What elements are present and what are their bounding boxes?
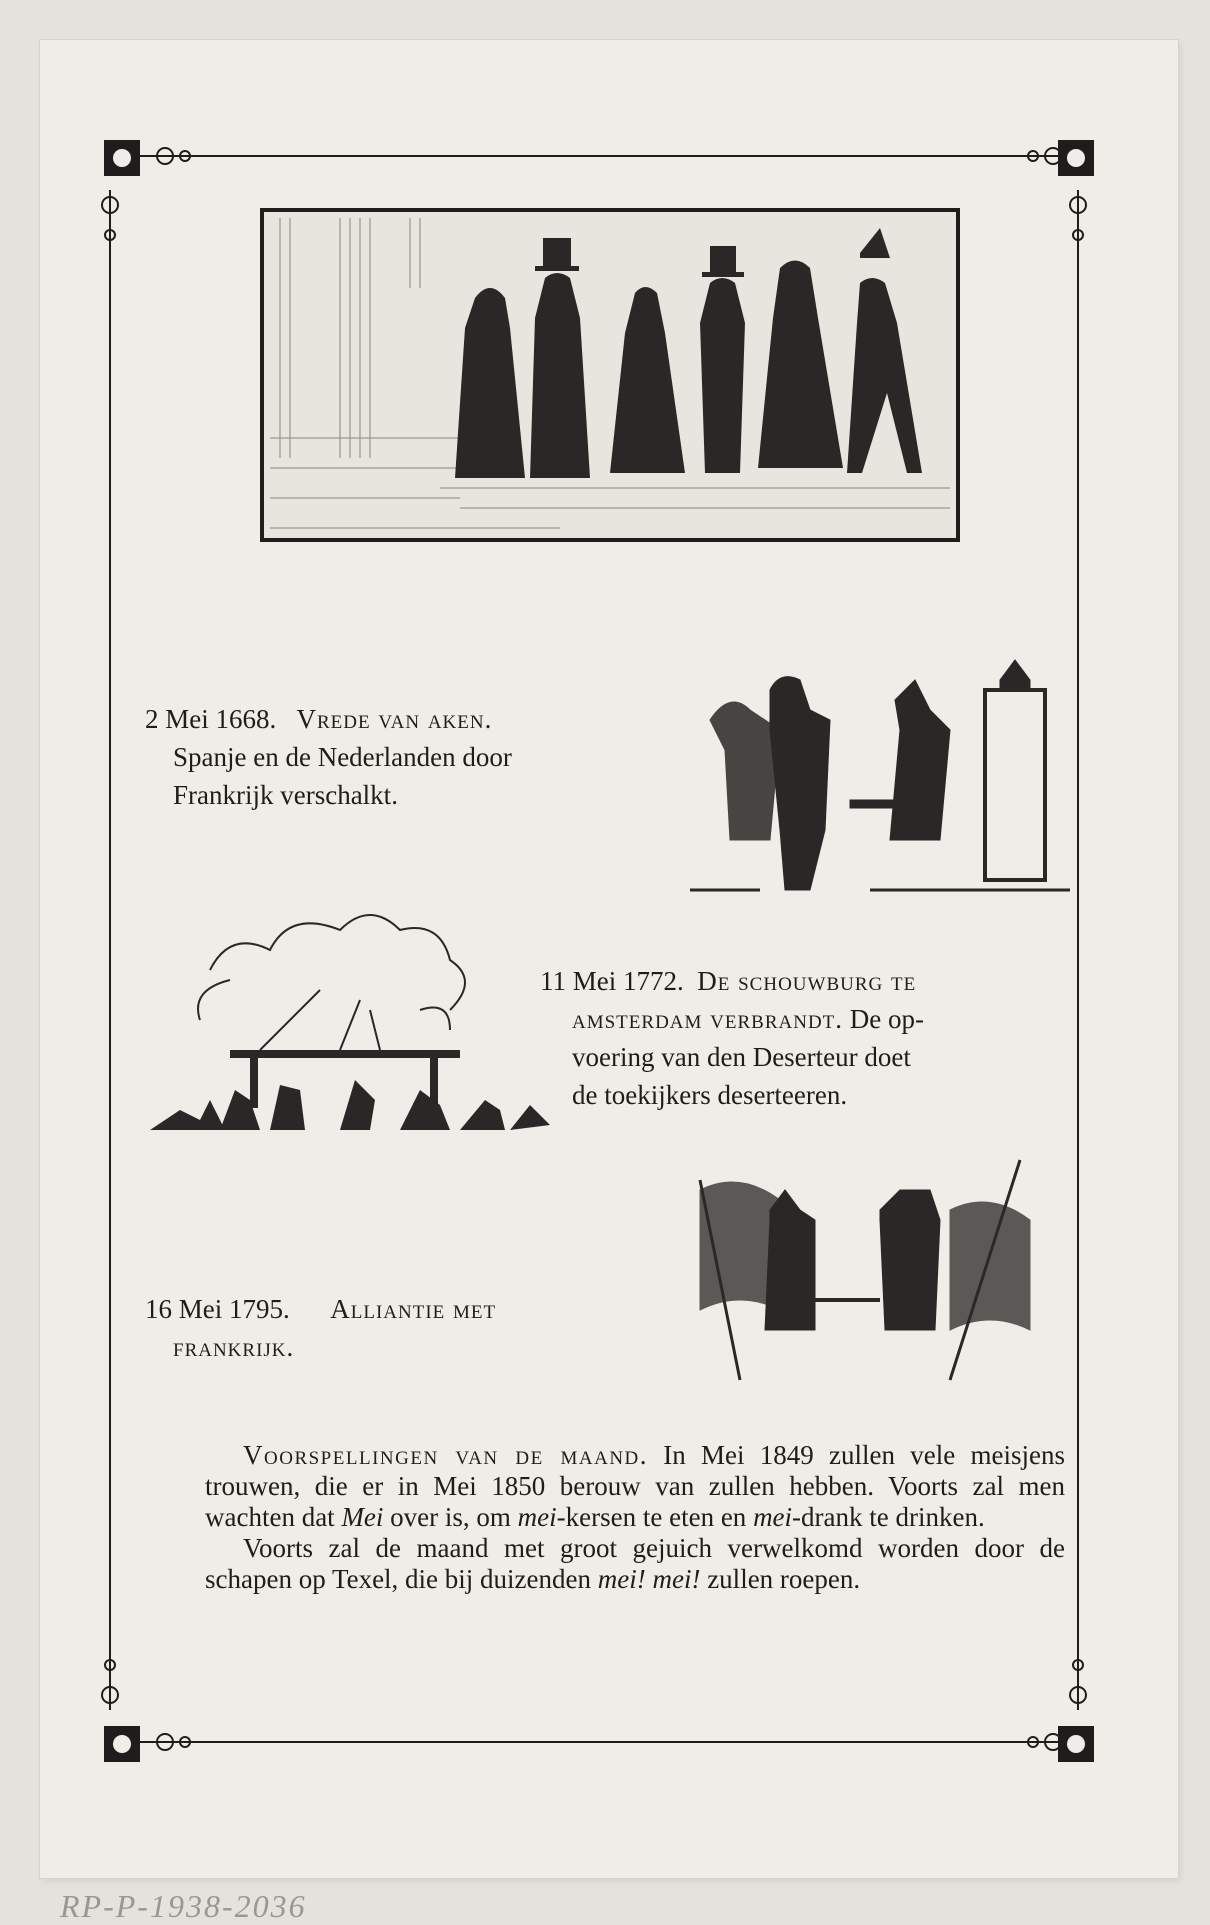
entry-1668-text-1: Spanje en de Nederlanden door — [173, 742, 512, 772]
predictions-text-2a: Voorts zal de maand met groot gejuich verwelkomd worden door de schapen op Texel, die bij duizenden — [205, 1533, 1065, 1594]
theatre-fire-vignette — [140, 900, 560, 1160]
entry-1668-title: Vrede van aken. — [296, 704, 493, 734]
predictions-em-3: mei — [753, 1502, 793, 1532]
entry-1772-text-tail: De op- — [849, 1004, 925, 1034]
predictions-text-1c: -kersen te eten en — [556, 1502, 754, 1532]
fox-diplomacy-vignette — [670, 650, 1100, 900]
entry-1668 — [145, 700, 685, 814]
predictions-paragraph-2 — [205, 1533, 1065, 1595]
alliance-flags-vignette — [680, 1150, 1080, 1400]
printed-page — [40, 40, 1178, 1878]
entry-1795-title-2: frankrijk. — [173, 1332, 295, 1362]
couples-promenade-engraving — [260, 208, 960, 542]
entry-1772-title-2: amsterdam verbrandt. — [572, 1004, 844, 1034]
entry-1772-text-1: voering van den Deserteur doet — [572, 1042, 911, 1072]
entry-1795-date: 16 Mei 1795. — [145, 1294, 290, 1324]
entry-1795-title-1: Alliantie met — [330, 1294, 497, 1324]
accession-number: RP-P-1938-2036 — [60, 1888, 307, 1924]
predictions-text-2b: zullen roepen. — [700, 1564, 861, 1594]
entry-1772-text-2: de toekijkers deserteeren. — [572, 1080, 848, 1110]
entry-1668-date: 2 Mei 1668. — [145, 704, 277, 734]
entry-1795 — [145, 1290, 685, 1366]
predictions-em-2: mei — [517, 1502, 557, 1532]
predictions-text-1b: over is, om — [383, 1502, 518, 1532]
entry-1772-title-1: De schouwburg te — [697, 966, 917, 996]
predictions-section — [205, 1440, 1065, 1595]
predictions-text-1a: In Mei 1849 zullen vele meisjens trouwen, die er in Mei 1850 berouw van zullen hebben. Voorts zal men wachten dat — [205, 1440, 1065, 1532]
predictions-heading: Voorspellingen van de maand. — [243, 1440, 649, 1470]
entry-1772-date: 11 Mei 1772. — [540, 966, 684, 996]
predictions-paragraph-1 — [205, 1440, 1065, 1533]
predictions-em-1: Mei — [341, 1502, 384, 1532]
predictions-em-4: mei! mei! — [597, 1564, 701, 1594]
entry-1668-text-2: Frankrijk verschalkt. — [173, 780, 398, 810]
entry-1772 — [540, 962, 1100, 1114]
predictions-text-1d: -drank te drinken. — [792, 1502, 985, 1532]
